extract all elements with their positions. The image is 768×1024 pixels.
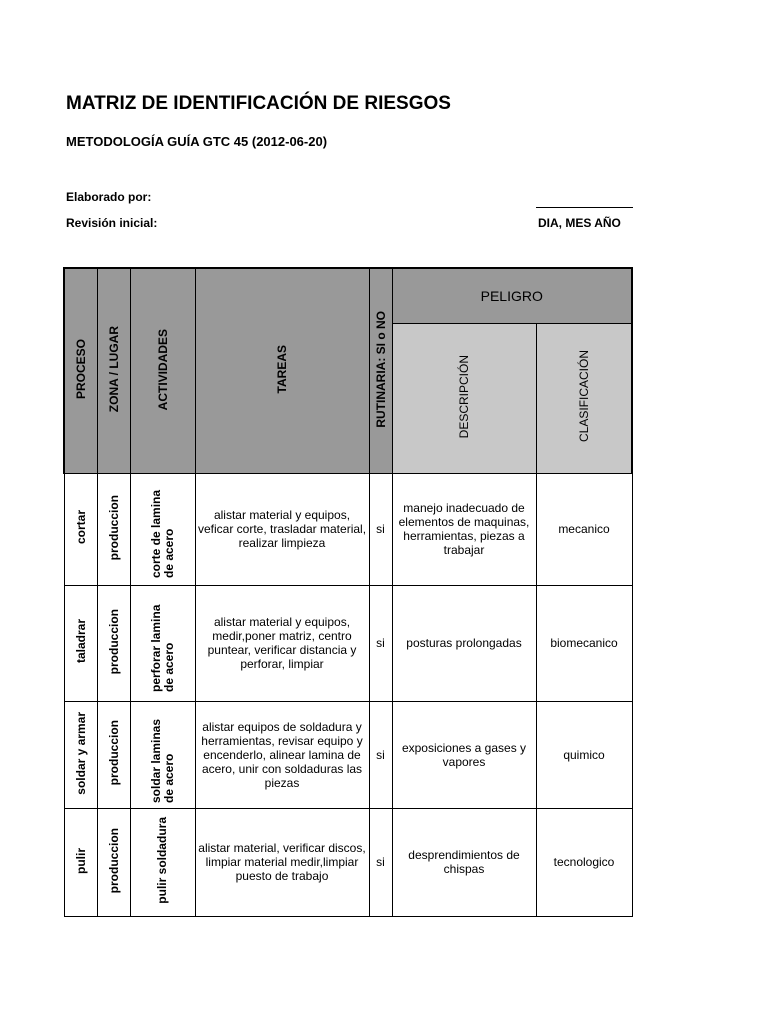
risk-matrix-table [63, 267, 633, 917]
cell-proceso: cortar [64, 473, 97, 585]
table-row [64, 473, 632, 585]
header-peligro: PELIGRO [392, 268, 632, 323]
table-row [64, 701, 632, 808]
cell-clasificacion: tecnologico [536, 808, 632, 916]
header-clasificacion: CLASIFICACIÓN [536, 323, 632, 473]
header-rutinaria: RUTINARIA: SI o NO [369, 268, 392, 473]
cell-rutinaria: si [369, 808, 392, 916]
table-row [64, 808, 632, 916]
cell-zona: produccion [97, 473, 130, 585]
table-row [64, 585, 632, 701]
cell-proceso: soldar y armar [64, 701, 97, 808]
cell-actividad: corte de lamina de acero [130, 473, 195, 585]
header-descripcion: DESCRIPCIÓN [392, 323, 536, 473]
cell-actividad: pulir soldadura [130, 808, 195, 916]
cell-rutinaria: si [369, 473, 392, 585]
cell-tareas: alistar material y equipos, medir,poner matriz, centro puntear, verificar distancia y perforar, limpiar [195, 585, 369, 701]
header-zona: ZONA / LUGAR [97, 268, 130, 473]
cell-clasificacion: quimico [536, 701, 632, 808]
header-actividades: ACTIVIDADES [130, 268, 195, 473]
cell-tareas: alistar equipos de soldadura y herramientas, revisar equipo y encenderlo, alinear lamina de acero, unir con soldaduras las piezas [195, 701, 369, 808]
cell-rutinaria: si [369, 585, 392, 701]
cell-zona: produccion [97, 808, 130, 916]
cell-proceso: taladrar [64, 585, 97, 701]
cell-tareas: alistar material y equipos, veficar corte, trasladar material, realizar limpieza [195, 473, 369, 585]
cell-tareas: alistar material, verificar discos, limpiar material medir,limpiar puesto de trabajo [195, 808, 369, 916]
cell-zona: produccion [97, 701, 130, 808]
cell-descripcion: posturas prolongadas [392, 585, 536, 701]
document-subtitle: METODOLOGÍA GUÍA GTC 45 (2012-06-20) [66, 134, 328, 149]
cell-clasificacion: mecanico [536, 473, 632, 585]
header-tareas: TAREAS [195, 268, 369, 473]
document-title: MATRIZ DE IDENTIFICACIÓN DE RIESGOS [66, 93, 451, 114]
elaborado-label: Elaborado por: [66, 190, 152, 204]
revision-date-value: DIA, MES AÑO [538, 216, 621, 230]
cell-descripcion: exposiciones a gases y vapores [392, 701, 536, 808]
cell-descripcion: desprendimientos de chispas [392, 808, 536, 916]
cell-clasificacion: biomecanico [536, 585, 632, 701]
cell-descripcion: manejo inadecuado de elementos de maquinas, herramientas, piezas a trabajar [392, 473, 536, 585]
cell-actividad: soldar laminas de acero [130, 701, 195, 808]
revision-label: Revisión inicial: [66, 216, 158, 230]
signature-line [536, 207, 633, 208]
cell-rutinaria: si [369, 701, 392, 808]
cell-zona: produccion [97, 585, 130, 701]
header-proceso: PROCESO [64, 268, 97, 473]
cell-actividad: perforar lamina de acero [130, 585, 195, 701]
cell-proceso: pulir [64, 808, 97, 916]
